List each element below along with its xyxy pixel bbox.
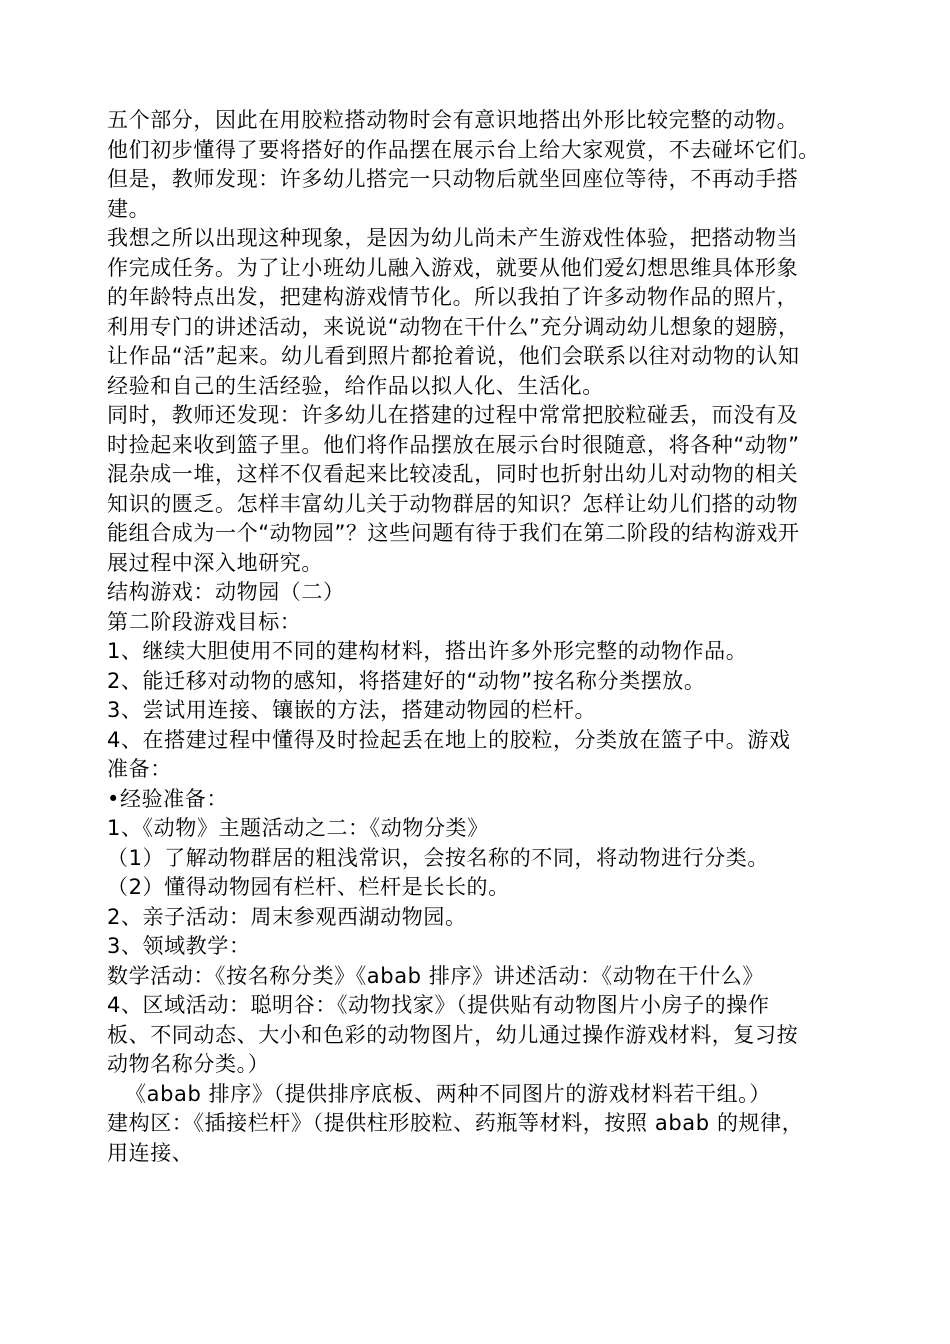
- text-line: 他们初步懂得了要将搭好的作品摆在展示台上给大家观赏，不去碰坏它们。: [107, 137, 820, 162]
- section-heading: 结构游戏：动物园（二）: [107, 580, 345, 604]
- text-line: 动物名称分类。）: [107, 1052, 270, 1076]
- text-line: 但是，教师发现：许多幼儿搭完一只动物后就坐回座位等待，不再动手搭: [107, 167, 799, 191]
- text-line: 作完成任务。为了让小班幼儿融入游戏，就要从他们爱幻想思维具体形象: [107, 255, 799, 280]
- text-line: 的年龄特点出发，把建构游戏情节化。所以我拍了许多动物作品的照片，: [107, 285, 799, 309]
- text-line: 混杂成一堆，这样不仅看起来比较凌乱，同时也折射出幼儿对动物的相关: [107, 462, 799, 486]
- list-item: 2、能迁移对动物的感知，将搭建好的“动物”按名称分类摆放。: [107, 668, 706, 693]
- bullet-heading: •经验准备：: [107, 786, 228, 811]
- text-line: 知识的匮乏。怎样丰富幼儿关于动物群居的知识？怎样让幼儿们搭的动物: [107, 491, 799, 516]
- list-item: 1、《动物》主题活动之二：《动物分类》: [107, 816, 489, 840]
- text-line: 经验和自己的生活经验，给作品以拟人化、生活化。: [107, 373, 604, 398]
- text-line: 建构区：《插接栏杆》（提供柱形胶粒、药瓶等材料，按照 abab 的规律，: [107, 1111, 804, 1135]
- text-line: 能组合成为一个“动物园”？这些问题有待于我们在第二阶段的结构游戏开: [107, 521, 800, 545]
- list-item: 3、领域教学：: [107, 934, 251, 958]
- list-item: 1、继续大胆使用不同的建构材料，搭出许多外形完整的动物作品。: [107, 639, 748, 663]
- list-item: 4、在搭建过程中懂得及时捡起丢在地上的胶粒，分类放在篮子中。游戏: [107, 727, 791, 752]
- section-heading: 第二阶段游戏目标：: [107, 609, 302, 634]
- text-line: 用连接、: [107, 1140, 194, 1165]
- sub-list-item: （2）懂得动物园有栏杆、栏杆是长长的。: [107, 875, 510, 899]
- text-line: 建。: [107, 196, 151, 221]
- text-line: 《abab 排序》（提供排序底板、两种不同图片的游戏材料若干组。）: [125, 1081, 771, 1106]
- text-line: 让作品“活”起来。幼儿看到照片都抢着说，他们会联系以往对动物的认知: [107, 344, 800, 368]
- text-line: 五个部分，因此在用胶粒搭动物时会有意识地搭出外形比较完整的动物。: [107, 108, 799, 132]
- text-line: 我想之所以出现这种现象，是因为幼儿尚未产生游戏性体验，把搭动物当: [107, 226, 799, 250]
- text-line: 展过程中深入地研究。: [107, 550, 323, 575]
- text-line: 准备：: [107, 757, 172, 781]
- text-line: 同时，教师还发现：许多幼儿在搭建的过程中常常把胶粒碰丢，而没有及: [107, 403, 799, 427]
- list-item: 2、亲子活动：周末参观西湖动物园。: [107, 904, 467, 929]
- text-line: 板、不同动态、大小和色彩的动物图片，幼儿通过操作游戏材料，复习按: [107, 1022, 799, 1047]
- document-body: [107, 106, 887, 1168]
- list-item: 3、尝试用连接、镶嵌的方法，搭建动物园的栏杆。: [107, 698, 597, 722]
- list-item: 4、区域活动：聪明谷：《动物找家》（提供贴有动物图片小房子的操作: [107, 993, 770, 1017]
- sub-list-item: （1）了解动物群居的粗浅常识，会按名称的不同，将动物进行分类。: [107, 845, 769, 870]
- text-line: 时捡起来收到篮子里。他们将作品摆放在展示台时很随意，将各种“动物”: [107, 432, 800, 457]
- text-line: 数学活动：《按名称分类》《abab 排序》讲述活动：《动物在干什么》: [107, 963, 764, 988]
- text-line: 利用专门的讲述活动，来说说“动物在干什么”充分调动幼儿想象的翅膀，: [107, 314, 800, 339]
